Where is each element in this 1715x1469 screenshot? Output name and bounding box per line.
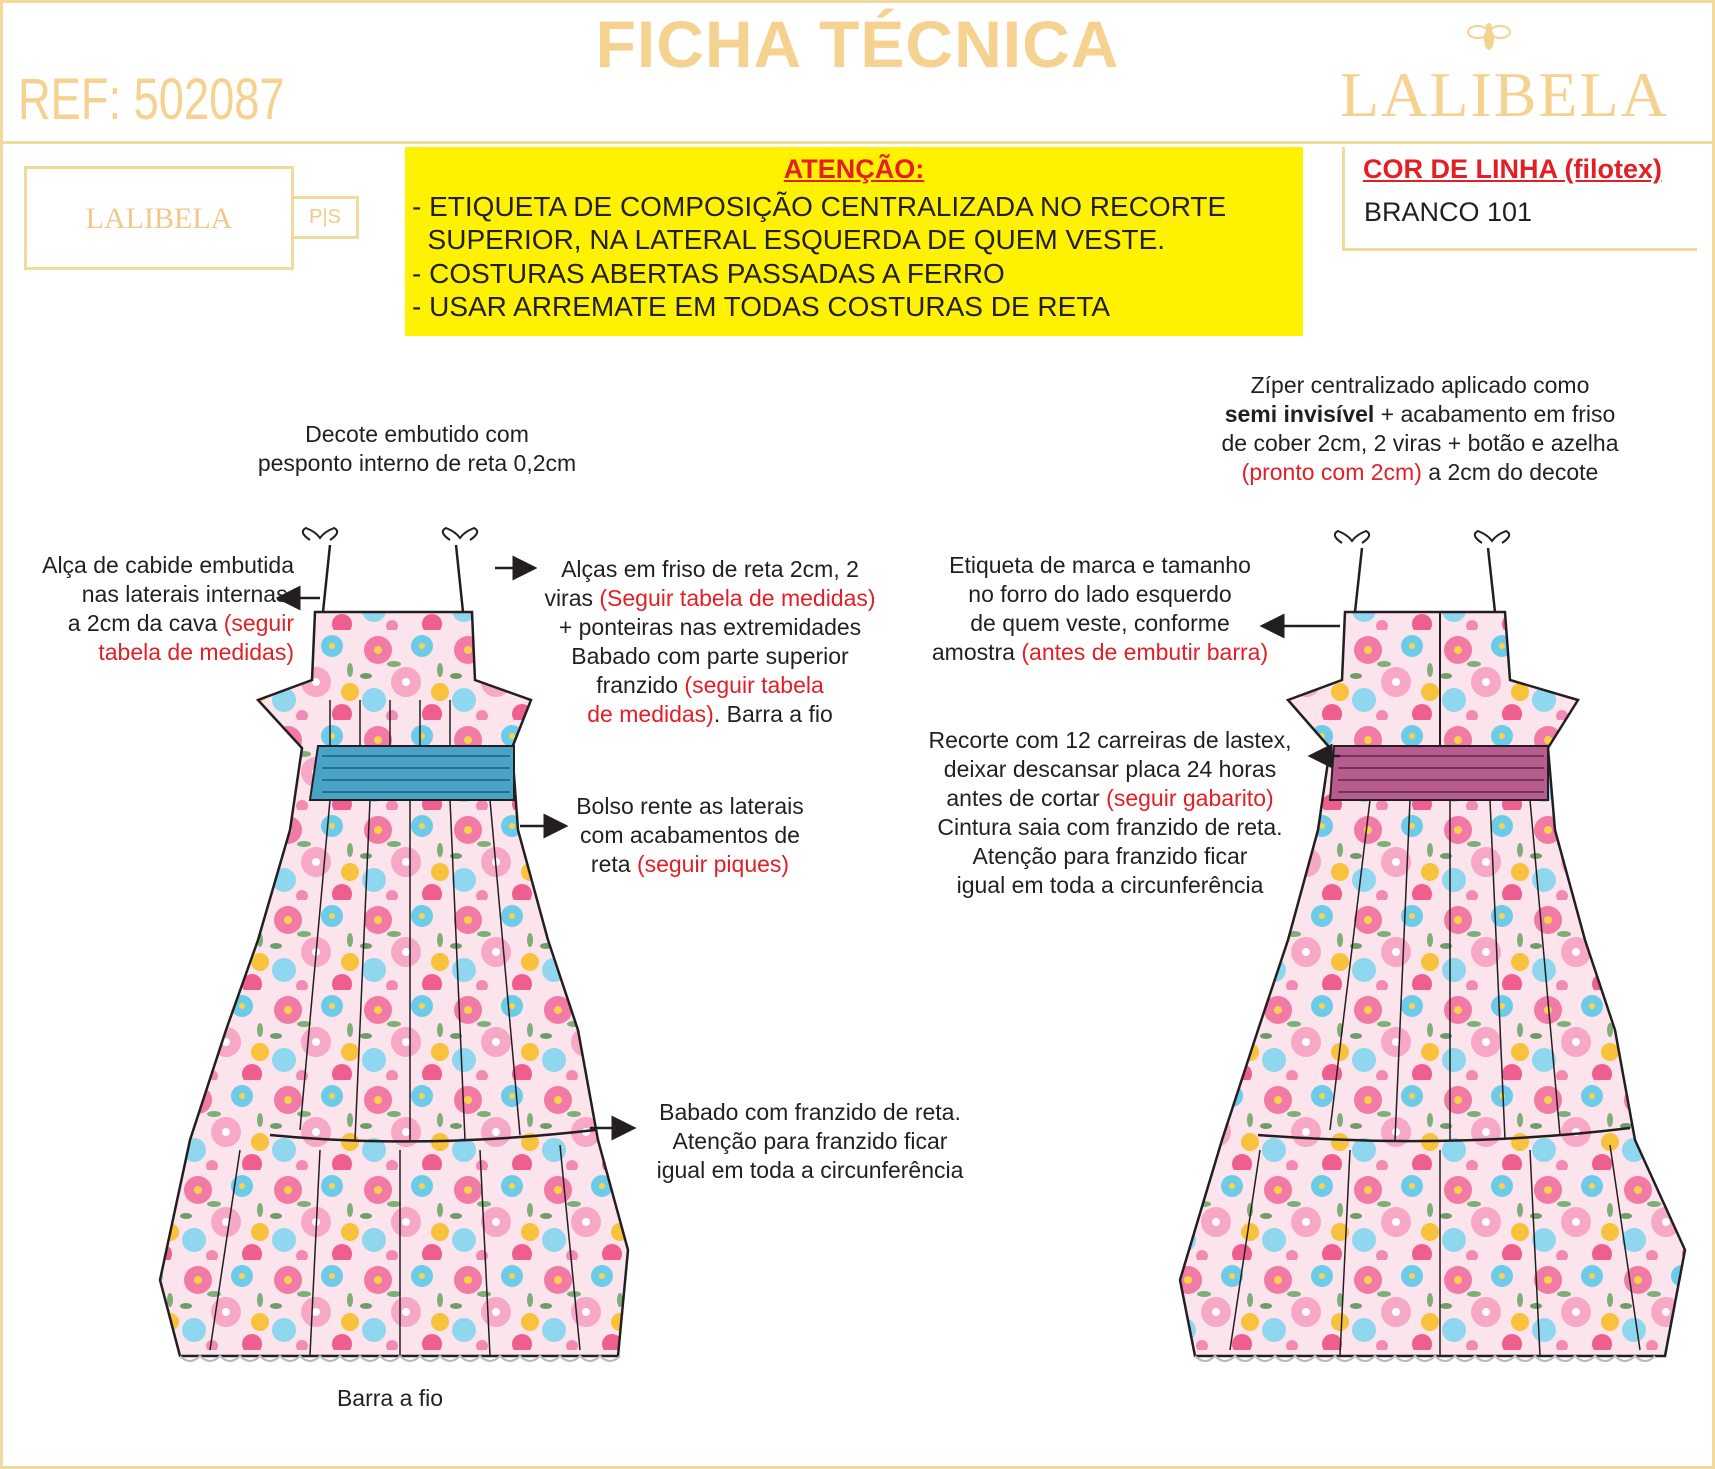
zipper-note (1180, 371, 1660, 487)
note-text: a 2cm da cava (67, 610, 224, 636)
note-text: franzido (596, 672, 685, 698)
note-line: de quem veste, conforme (970, 610, 1230, 636)
note-highlight: (seguir gabarito) (1106, 785, 1274, 811)
note-line: Recorte com 12 carreiras de lastex, (928, 727, 1292, 753)
hanger-loop-note (4, 551, 294, 667)
size-tab: P|S (291, 196, 359, 239)
note-line: Babado com parte superior (571, 643, 849, 669)
note-highlight: (Seguir tabela de medidas) (599, 585, 876, 611)
note-line: Etiqueta de marca e tamanho (949, 552, 1251, 578)
note-line: deixar descansar placa 24 horas (943, 756, 1277, 782)
note-highlight: de medidas) (587, 701, 714, 727)
note-text: antes de cortar (946, 785, 1107, 811)
note-text: a 2cm do decote (1421, 459, 1599, 485)
note-line: igual em toda a circunferência (956, 872, 1264, 898)
note-line: Babado com franzido de reta. (659, 1099, 961, 1125)
note-bold: semi invisível (1224, 401, 1375, 427)
front-neckline-note (232, 420, 602, 478)
thread-color-value: BRANCO 101 (1364, 197, 1533, 227)
note-highlight: (seguir tabela (684, 672, 824, 698)
reference-number: REF: 502087 (18, 67, 285, 132)
note-text: viras (544, 585, 600, 611)
note-line: de cober 2cm, 2 viras + botão e azelha (1221, 430, 1619, 456)
note-line: Decote embutido com (305, 421, 529, 447)
note-text: . Barra a fio (713, 701, 833, 727)
note-highlight: (seguir piques) (636, 851, 790, 877)
note-line: Zíper centralizado aplicado como (1250, 372, 1590, 398)
straps-note (520, 555, 900, 729)
hem-note: Barra a fio (336, 1385, 444, 1411)
attention-line: - USAR ARREMATE EM TODAS COSTURAS DE RETA (412, 291, 1111, 322)
note-line: com acabamentos de (580, 822, 800, 848)
note-text: amostra (931, 639, 1022, 665)
attention-line: - COSTURAS ABERTAS PASSADAS A FERRO (412, 258, 1005, 289)
note-line: Atenção para franzido ficar (972, 843, 1248, 869)
note-highlight: (seguir (223, 610, 294, 636)
note-line: igual em toda a circunferência (656, 1157, 964, 1183)
note-highlight: (pronto com 2cm) (1241, 459, 1422, 485)
brand-logo: LALIBELA (1340, 59, 1669, 130)
note-line: Cintura saia com franzido de reta. (937, 814, 1283, 840)
note-line: Alças em friso de reta 2cm, 2 (561, 556, 859, 582)
note-text: reta (590, 851, 637, 877)
note-highlight: (antes de embutir barra) (1021, 639, 1269, 665)
note-line: Bolso rente as laterais (576, 793, 804, 819)
page-title: FICHA TÉCNICA (595, 7, 1120, 81)
label-brand-text: LALIBELA (85, 202, 233, 235)
brand-label-note (900, 551, 1300, 667)
note-highlight: tabela de medidas) (98, 639, 294, 665)
note-line: nas laterais internas, (81, 581, 294, 607)
pocket-note (540, 792, 840, 879)
ruffle-note (630, 1098, 990, 1185)
note-line: no forro do lado esquerdo (968, 581, 1232, 607)
attention-line: SUPERIOR, NA LATERAL ESQUERDA DE QUEM VESTE. (412, 224, 1166, 255)
smocking-note (900, 726, 1320, 900)
note-line: + ponteiras nas extremidades (558, 614, 862, 640)
note-text: + acabamento em friso (1374, 401, 1616, 427)
attention-line: - ETIQUETA DE COMPOSIÇÃO CENTRALIZADA NO RECORTE (412, 191, 1227, 222)
note-line: Alça de cabide embutida (42, 552, 294, 578)
note-line: pesponto interno de reta 0,2cm (257, 450, 577, 476)
attention-title: ATENÇÃO: (783, 154, 925, 184)
note-line: Atenção para franzido ficar (672, 1128, 948, 1154)
thread-color-title: COR DE LINHA (filotex) (1363, 154, 1662, 184)
